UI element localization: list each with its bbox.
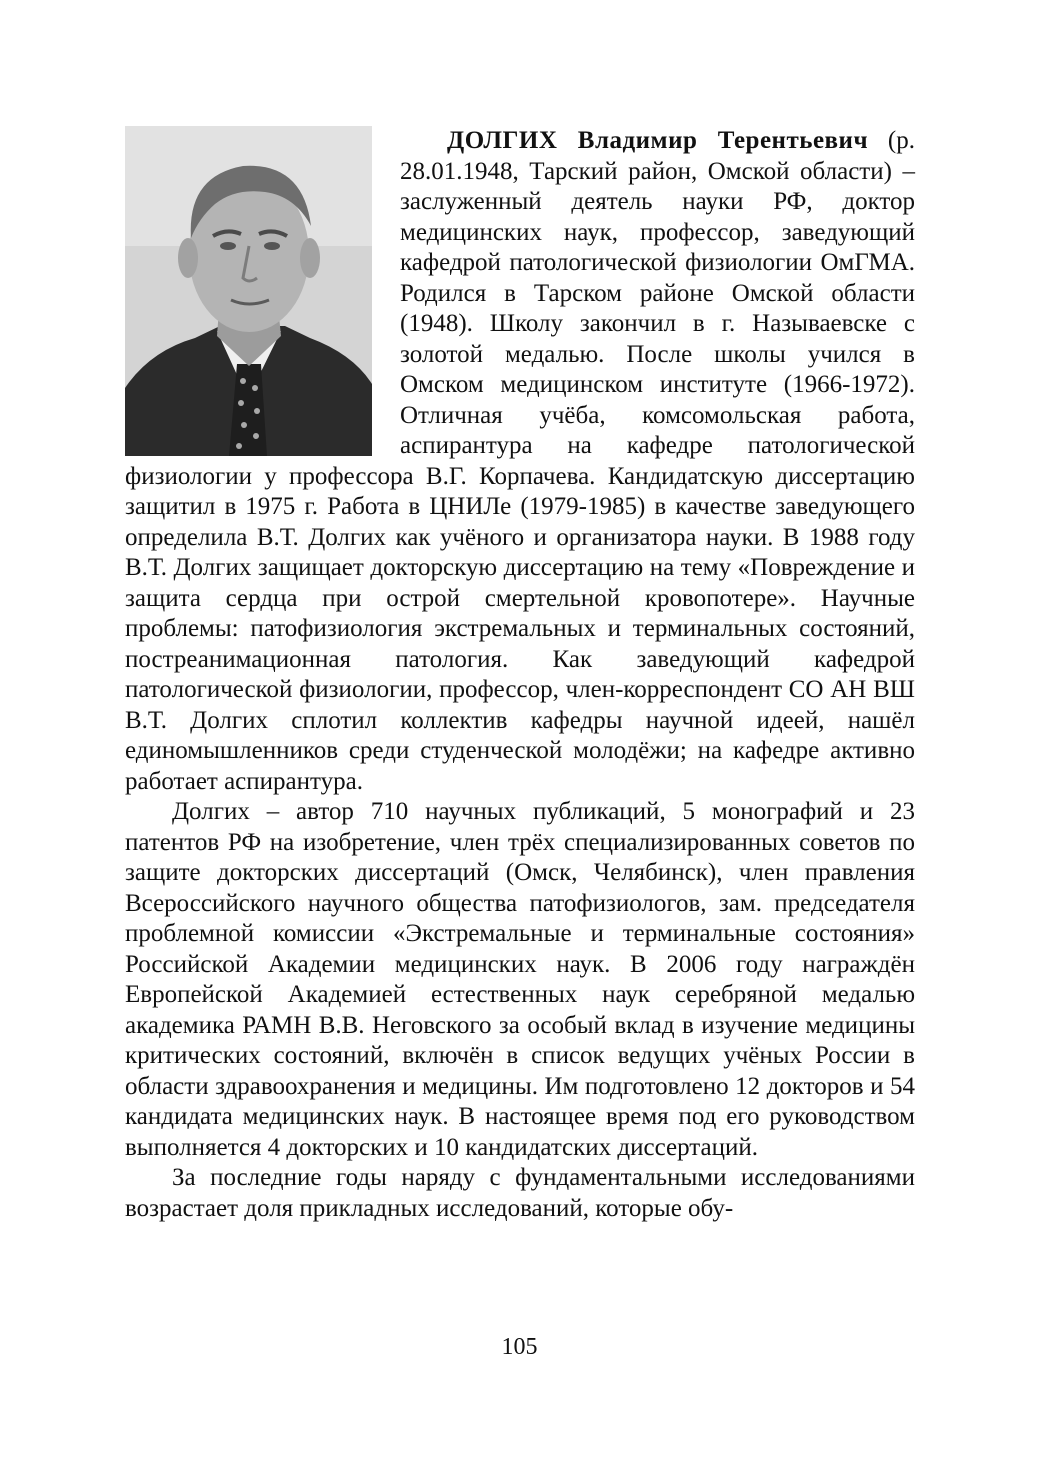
paragraph-3: За последние годы наряду с фундаментальными исследованиями возрастает доля прикладных исследований, которые обу- (125, 1164, 915, 1222)
paragraph-2: Долгих – автор 710 научных публикаций, 5 монографий и 23 патентов РФ на изобретение, член трёх специализированных советов по защите докторских диссертаций (Омск, Челябинск), член правления Всероссийского научного общества патофизиологов, зам. председателя проблемной комиссии «Экстремальные и терминальные состояния» Российской Академии медицинских наук. В 2006 году награждён Европейской Академией естественных наук серебряной медалью академика РАМН В.В. Неговского за особый вклад в изучение медицины критических состояний, включён в список ведущих учёных России в области здравоохранения и медицины. Им подготовлено 12 докторов и 54 кандидата медицинских наук. В настоящее время под его руководством выполняется 4 докторских и 10 кандидатских диссертаций. (125, 798, 915, 1161)
person-name: ДОЛГИХ Владимир Терентьевич (447, 127, 869, 154)
paragraph-1-text: (р. 28.01.1948, Тарский район, Омской области) – заслуженный деятель науки РФ, доктор медицинских наук, профессор, заведующий кафедрой патологической физиологии ОмГМА. Родился в Тарском районе Омской области (1948). Школу закончил в г. Называевске с золотой медалью. После школы учился в Омском медицинском институте (1966-1972). Отличная учёба, комсомольская работа, аспирантура на кафедре патологической физиологии у профессора В.Г. Корпачева. Кандидатскую диссертацию защитил в 1975 г. Работа в ЦНИЛе (1979-1985) в качестве заведующего определила В.Т. Долгих как учёного и организатора науки. В 1988 году В.Т. Долгих защищает докторскую диссертацию на тему «Повреждение и защита сердца при острой смертельной кровопотере». Научные проблемы: патофизиология экстремальных и терминальных состояний, постреанимационная патология. Как заведующий кафедрой патологической физиологии, профессор, член-корреспондент СО АН ВШ В.Т. Долгих сплотил коллектив кафедры научной идеей, нашёл единомышленников среди студенческой молодёжи; на кафедре активно работает аспирантура. (125, 127, 915, 795)
portrait-photo (125, 126, 372, 456)
article-body (125, 126, 915, 1224)
page-number: 105 (501, 1334, 538, 1360)
